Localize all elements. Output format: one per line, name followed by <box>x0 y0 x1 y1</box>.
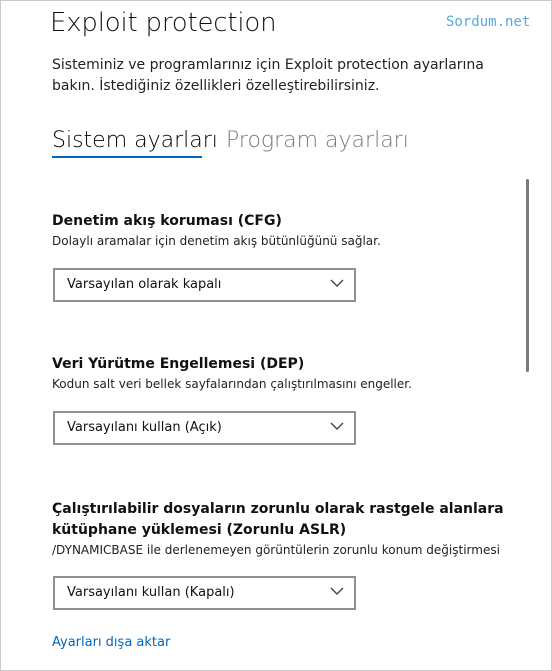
page-title: Exploit protection <box>50 8 277 38</box>
dep-title: Veri Yürütme Engellemesi (DEP) <box>52 356 305 372</box>
tab-program-settings[interactable]: Program ayarları <box>226 128 409 153</box>
cfg-description: Dolaylı aramalar için denetim akış bütünlüğünü sağlar. <box>52 234 381 248</box>
aslr-dropdown-value: Varsayılanı kullan (Kapalı) <box>67 585 235 600</box>
tab-system-settings[interactable]: Sistem ayarları <box>52 128 218 153</box>
export-settings-link[interactable]: Ayarları dışa aktar <box>52 635 171 650</box>
cfg-dropdown-value: Varsayılan olarak kapalı <box>67 277 222 292</box>
dep-description: Kodun salt veri bellek sayfalarından çalıştırılmasını engeller. <box>52 377 412 391</box>
aslr-description: /DYNAMICBASE ile derlenemeyen görüntülerin zorunlu konum değiştirmesi <box>52 543 500 557</box>
cfg-title: Denetim akış koruması (CFG) <box>52 213 282 229</box>
selected-tab-indicator <box>52 156 202 158</box>
scrollbar[interactable] <box>526 179 529 372</box>
chevron-down-icon <box>330 422 344 431</box>
dep-dropdown-value: Varsayılanı kullan (Açık) <box>67 420 222 435</box>
dep-dropdown[interactable] <box>53 411 356 445</box>
chevron-down-icon <box>330 279 344 288</box>
chevron-down-icon <box>330 587 344 596</box>
cfg-dropdown[interactable] <box>53 268 356 302</box>
watermark: Sordum.net <box>446 14 531 30</box>
aslr-dropdown[interactable] <box>53 576 356 610</box>
page-description: Sisteminiz ve programlarınız için Exploit protection ayarlarına bakın. İstediğiniz özellikleri özelleştirebilirsiniz. <box>52 57 484 94</box>
aslr-title: Çalıştırılabilir dosyaların zorunlu olarak rastgele alanlara kütüphane yüklemesi (Zorunlu ASLR) <box>52 501 504 538</box>
